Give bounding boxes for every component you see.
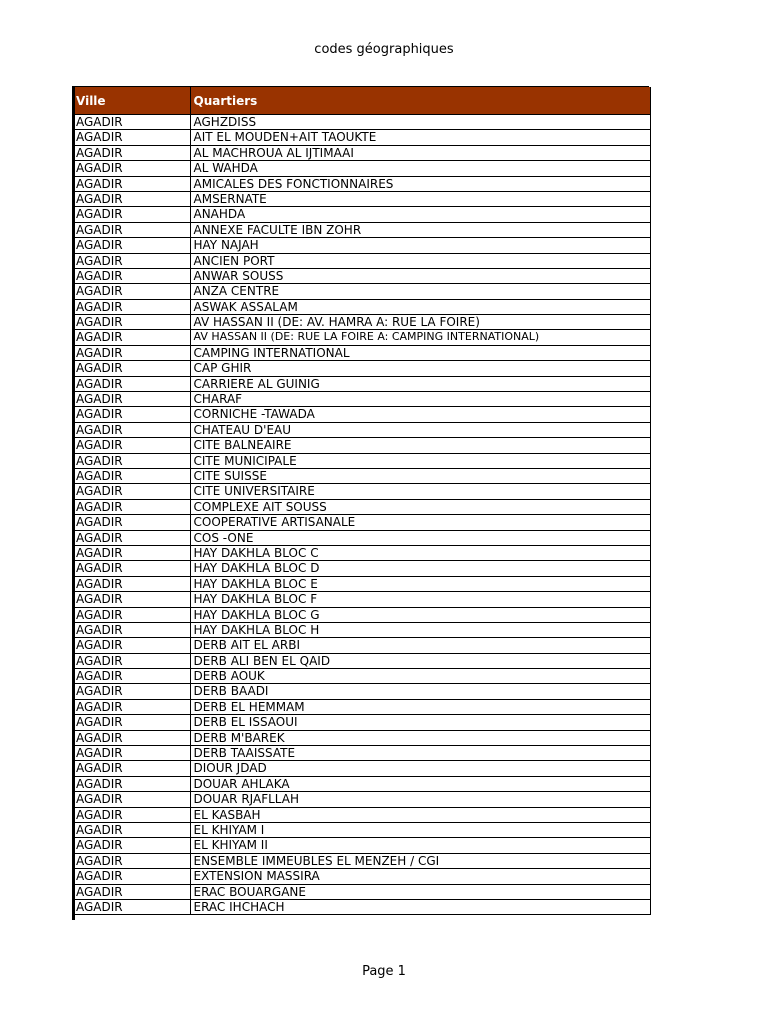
cell-quartier: AIT EL MOUDEN+AIT TAOUKTE — [190, 130, 650, 145]
cell-ville: AGADIR — [73, 499, 190, 514]
cell-quartier: COS -ONE — [190, 530, 650, 545]
cell-quartier: HAY DAKHLA BLOC H — [190, 622, 650, 637]
cell-ville: AGADIR — [73, 468, 190, 483]
cell-ville: AGADIR — [73, 315, 190, 330]
table-row — [73, 807, 650, 822]
table-row — [73, 515, 650, 530]
cell-quartier: DERB ALI BEN EL QAID — [190, 653, 650, 668]
cell-quartier: DOUAR AHLAKA — [190, 776, 650, 791]
cell-quartier: CITE SUISSE — [190, 468, 650, 483]
cell-quartier: EXTENSION MASSIRA — [190, 869, 650, 884]
cell-quartier: HAY NAJAH — [190, 238, 650, 253]
page-footer: Page 1 — [362, 964, 406, 979]
cell-quartier: HAY DAKHLA BLOC G — [190, 607, 650, 622]
cell-quartier: ERAC IHCHACH — [190, 899, 650, 914]
cell-ville: AGADIR — [73, 145, 190, 160]
cell-ville: AGADIR — [73, 438, 190, 453]
table-row — [73, 145, 650, 160]
cell-quartier: DIOUR JDAD — [190, 761, 650, 776]
cell-ville: AGADIR — [73, 191, 190, 206]
cell-ville: AGADIR — [73, 822, 190, 837]
cell-quartier: CHARAF — [190, 392, 650, 407]
cell-quartier: AGHZDISS — [190, 115, 650, 130]
table-row — [73, 376, 650, 391]
table-row — [73, 422, 650, 437]
cell-ville: AGADIR — [73, 299, 190, 314]
cell-ville: AGADIR — [73, 345, 190, 360]
table-row — [73, 330, 650, 345]
cell-ville: AGADIR — [73, 761, 190, 776]
table-row — [73, 869, 650, 884]
cell-ville: AGADIR — [73, 730, 190, 745]
table-row — [73, 746, 650, 761]
table-row — [73, 638, 650, 653]
table-row — [73, 792, 650, 807]
cell-quartier: DERB BAADI — [190, 684, 650, 699]
cell-ville: AGADIR — [73, 422, 190, 437]
table-row — [73, 361, 650, 376]
table-row — [73, 130, 650, 145]
cell-ville: AGADIR — [73, 792, 190, 807]
cell-quartier: CAP GHIR — [190, 361, 650, 376]
cell-ville: AGADIR — [73, 392, 190, 407]
codes-table — [73, 87, 651, 915]
cell-ville: AGADIR — [73, 669, 190, 684]
page-header: codes géographiques — [314, 42, 454, 57]
table-left-border — [72, 86, 75, 920]
cell-quartier: AMSERNATE — [190, 191, 650, 206]
table-row — [73, 176, 650, 191]
table-row — [73, 253, 650, 268]
cell-ville: AGADIR — [73, 699, 190, 714]
cell-ville: AGADIR — [73, 884, 190, 899]
cell-quartier: HAY DAKHLA BLOC E — [190, 576, 650, 591]
cell-ville: AGADIR — [73, 715, 190, 730]
cell-ville: AGADIR — [73, 484, 190, 499]
cell-quartier: CITE UNIVERSITAIRE — [190, 484, 650, 499]
table-row — [73, 884, 650, 899]
cell-ville: AGADIR — [73, 653, 190, 668]
cell-ville: AGADIR — [73, 684, 190, 699]
column-header-ville: Ville — [73, 87, 190, 115]
cell-quartier: AMICALES DES FONCTIONNAIRES — [190, 176, 650, 191]
cell-ville: AGADIR — [73, 407, 190, 422]
cell-quartier: DERB EL HEMMAM — [190, 699, 650, 714]
table-row — [73, 484, 650, 499]
cell-ville: AGADIR — [73, 222, 190, 237]
cell-ville: AGADIR — [73, 238, 190, 253]
table-row — [73, 669, 650, 684]
cell-quartier: HAY DAKHLA BLOC D — [190, 561, 650, 576]
cell-quartier: ANAHDA — [190, 207, 650, 222]
table-row — [73, 499, 650, 514]
cell-quartier: DERB M'BAREK — [190, 730, 650, 745]
cell-ville: AGADIR — [73, 899, 190, 914]
cell-quartier: HAY DAKHLA BLOC C — [190, 545, 650, 560]
table-row — [73, 607, 650, 622]
table-row — [73, 115, 650, 130]
table-row — [73, 761, 650, 776]
cell-quartier: ASWAK ASSALAM — [190, 299, 650, 314]
cell-quartier: ANWAR SOUSS — [190, 268, 650, 283]
cell-quartier: CARRIERE AL GUINIG — [190, 376, 650, 391]
spreadsheet-table-container — [72, 86, 649, 915]
cell-ville: AGADIR — [73, 776, 190, 791]
table-row — [73, 545, 650, 560]
cell-ville: AGADIR — [73, 607, 190, 622]
cell-quartier: DOUAR RJAFLLAH — [190, 792, 650, 807]
cell-quartier: EL KHIYAM II — [190, 838, 650, 853]
cell-quartier: CITE MUNICIPALE — [190, 453, 650, 468]
cell-quartier: ANNEXE FACULTE IBN ZOHR — [190, 222, 650, 237]
cell-ville: AGADIR — [73, 130, 190, 145]
table-row — [73, 730, 650, 745]
table-row — [73, 715, 650, 730]
cell-quartier: CITE BALNEAIRE — [190, 438, 650, 453]
table-row — [73, 207, 650, 222]
cell-ville: AGADIR — [73, 115, 190, 130]
cell-ville: AGADIR — [73, 253, 190, 268]
cell-ville: AGADIR — [73, 545, 190, 560]
cell-quartier: EL KASBAH — [190, 807, 650, 822]
cell-quartier: DERB TAAISSATE — [190, 746, 650, 761]
cell-ville: AGADIR — [73, 746, 190, 761]
table-row — [73, 684, 650, 699]
cell-ville: AGADIR — [73, 838, 190, 853]
table-row — [73, 268, 650, 283]
table-row — [73, 776, 650, 791]
table-row — [73, 592, 650, 607]
table-row — [73, 191, 650, 206]
cell-ville: AGADIR — [73, 576, 190, 591]
cell-ville: AGADIR — [73, 592, 190, 607]
cell-quartier: HAY DAKHLA BLOC F — [190, 592, 650, 607]
table-row — [73, 407, 650, 422]
table-row — [73, 899, 650, 914]
cell-quartier: ENSEMBLE IMMEUBLES EL MENZEH / CGI — [190, 853, 650, 868]
table-row — [73, 299, 650, 314]
table-row — [73, 438, 650, 453]
cell-ville: AGADIR — [73, 284, 190, 299]
cell-ville: AGADIR — [73, 530, 190, 545]
cell-ville: AGADIR — [73, 807, 190, 822]
cell-ville: AGADIR — [73, 638, 190, 653]
cell-quartier: AL MACHROUA AL IJTIMAAI — [190, 145, 650, 160]
cell-quartier: CAMPING INTERNATIONAL — [190, 345, 650, 360]
cell-quartier: EL KHIYAM I — [190, 822, 650, 837]
cell-quartier: AL WAHDA — [190, 161, 650, 176]
table-row — [73, 699, 650, 714]
cell-ville: AGADIR — [73, 515, 190, 530]
cell-ville: AGADIR — [73, 161, 190, 176]
cell-quartier: ANCIEN PORT — [190, 253, 650, 268]
table-row — [73, 853, 650, 868]
cell-quartier: DERB AIT EL ARBI — [190, 638, 650, 653]
table-row — [73, 392, 650, 407]
cell-quartier: DERB AOUK — [190, 669, 650, 684]
table-row — [73, 838, 650, 853]
cell-quartier: COMPLEXE AIT SOUSS — [190, 499, 650, 514]
table-row — [73, 653, 650, 668]
cell-ville: AGADIR — [73, 207, 190, 222]
table-row — [73, 238, 650, 253]
table-row — [73, 222, 650, 237]
cell-quartier: ANZA CENTRE — [190, 284, 650, 299]
table-row — [73, 822, 650, 837]
cell-quartier: COOPERATIVE ARTISANALE — [190, 515, 650, 530]
cell-quartier: CORNICHE -TAWADA — [190, 407, 650, 422]
cell-ville: AGADIR — [73, 853, 190, 868]
cell-ville: AGADIR — [73, 330, 190, 345]
cell-ville: AGADIR — [73, 869, 190, 884]
cell-ville: AGADIR — [73, 561, 190, 576]
cell-quartier: ERAC BOUARGANE — [190, 884, 650, 899]
cell-ville: AGADIR — [73, 361, 190, 376]
cell-quartier: AV HASSAN II (DE: AV. HAMRA A: RUE LA FOIRE) — [190, 315, 650, 330]
table-row — [73, 345, 650, 360]
cell-ville: AGADIR — [73, 622, 190, 637]
column-header-quartiers: Quartiers — [190, 87, 650, 115]
table-row — [73, 284, 650, 299]
cell-quartier: DERB EL ISSAOUI — [190, 715, 650, 730]
cell-ville: AGADIR — [73, 268, 190, 283]
cell-ville: AGADIR — [73, 376, 190, 391]
cell-quartier: CHATEAU D'EAU — [190, 422, 650, 437]
table-header-row — [73, 87, 650, 115]
table-row — [73, 561, 650, 576]
table-row — [73, 315, 650, 330]
table-row — [73, 530, 650, 545]
table-row — [73, 576, 650, 591]
table-row — [73, 161, 650, 176]
cell-ville: AGADIR — [73, 176, 190, 191]
table-row — [73, 453, 650, 468]
cell-ville: AGADIR — [73, 453, 190, 468]
cell-quartier: AV HASSAN II (DE: RUE LA FOIRE A: CAMPING INTERNATIONAL) — [190, 330, 650, 345]
table-row — [73, 468, 650, 483]
table-row — [73, 622, 650, 637]
